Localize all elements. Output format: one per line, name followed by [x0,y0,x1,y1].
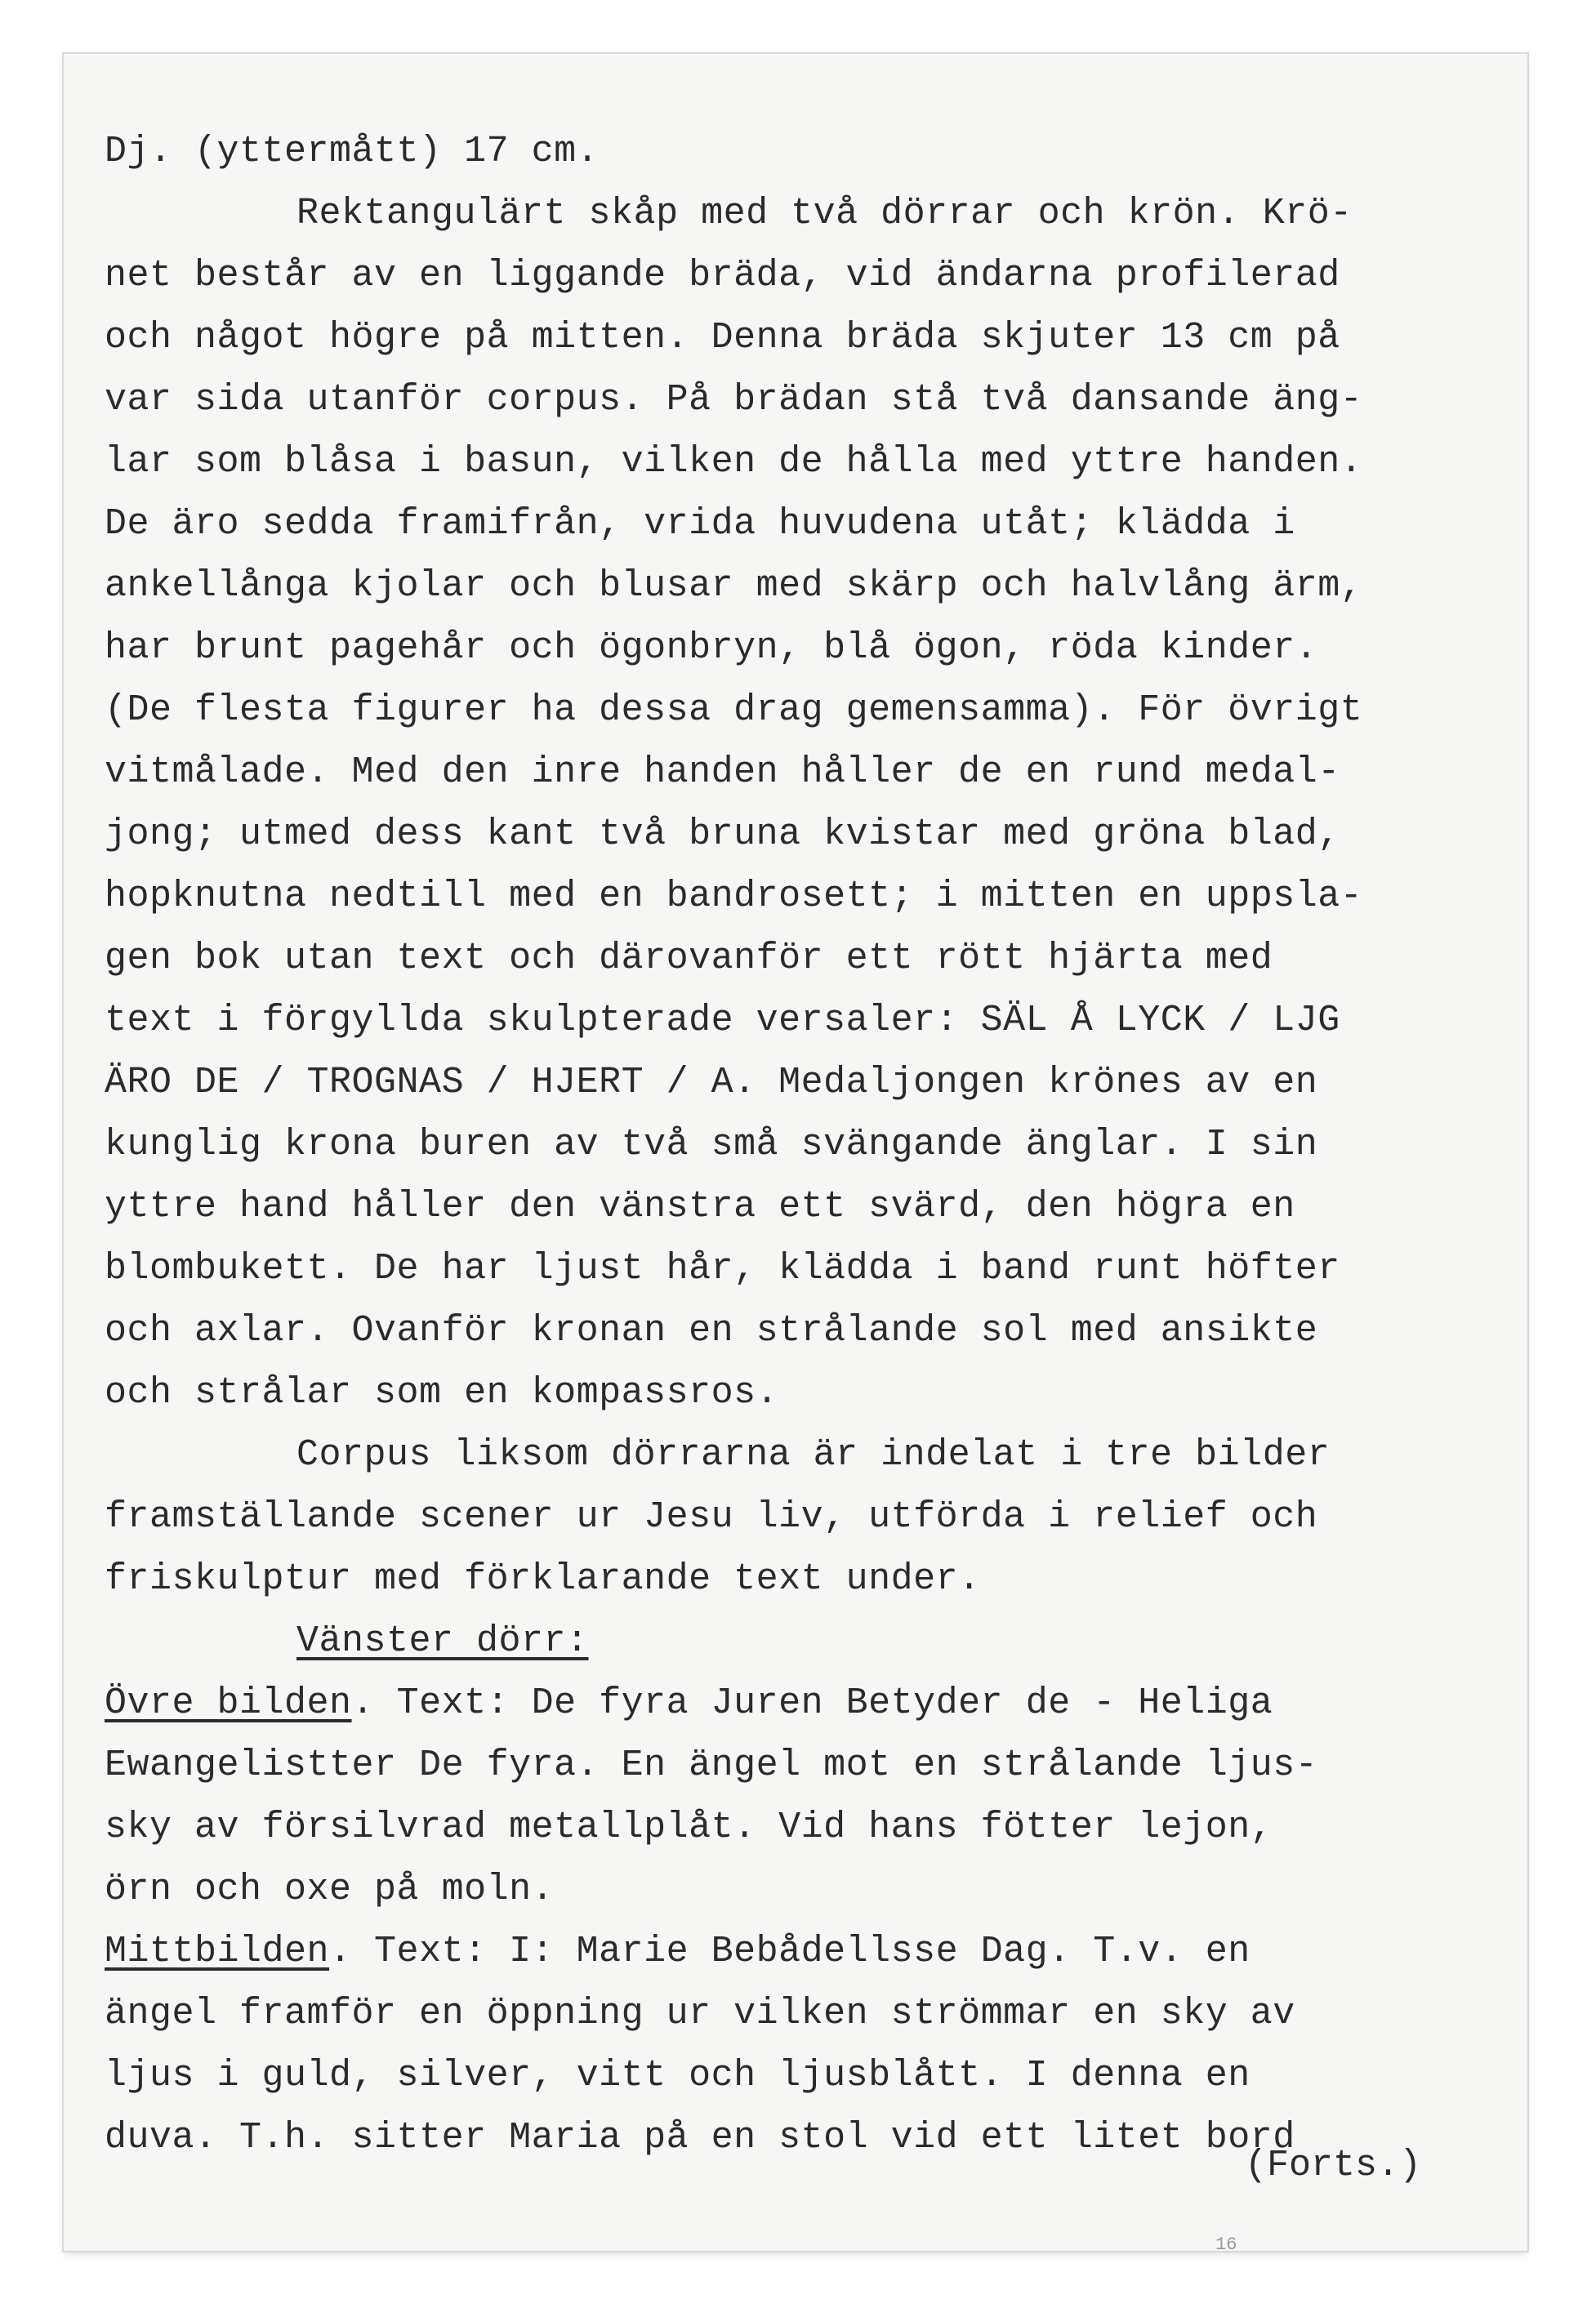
text-line: har brunt pagehår och ögonbryn, blå ögon, röda kinder. [105,627,1318,669]
text-line: ängel framför en öppning ur vilken strömmar en sky av [105,1993,1295,2034]
index-card [64,54,1527,2255]
text-line: Corpus liksom dörrarna är indelat i tre bilder [296,1434,1331,1476]
upper-picture-label: Övre bilden [105,1682,352,1724]
text-line: hopknutna nedtill med en bandrosett; i mitten en uppsla- [105,876,1363,917]
text-line: ÄRO DE / TROGNAS / HJERT / A. Medaljongen krönes av en [105,1062,1318,1103]
text-line: lar som blåsa i basun, vilken de hålla med yttre handen. [105,441,1363,483]
text-line: framställande scener ur Jesu liv, utförda i relief och [105,1496,1318,1538]
middle-picture-text: . Text: I: Marie Bebådellsse Dag. T.v. en [329,1931,1250,1972]
continued-note: (Forts.) [1244,2145,1421,2186]
text-line: net består av en liggande bräda, vid ändarna profilerad [105,255,1340,296]
text-line: och strålar som en kompassros. [105,1372,779,1414]
page-number: 16 [1215,2234,1237,2255]
text-line: kunglig krona buren av två små svängande änglar. I sin [105,1124,1318,1165]
text-line: ljus i guld, silver, vitt och ljusblått. I denna en [105,2055,1250,2096]
text-line: yttre hand håller den vänstra ett svärd, den högra en [105,1186,1295,1228]
text-line: örn och oxe på moln. [105,1869,555,1910]
text-line: var sida utanför corpus. På brädan stå två dansande äng- [105,379,1363,421]
text-line: (De flesta figurer ha dessa drag gemensamma). För övrigt [105,689,1363,731]
text-line: Dj. (yttermått) 17 cm. [105,131,600,172]
middle-picture-line [105,1921,1526,1983]
upper-picture-line [105,1673,1526,1735]
text-line: Ewangelistter De fyra. En ängel mot en strålande ljus- [105,1744,1318,1786]
typewritten-text [105,121,1526,2169]
text-line: sky av försilvrad metallplåt. Vid hans fötter lejon, [105,1807,1273,1848]
text-line: och något högre på mitten. Denna bräda skjuter 13 cm på [105,317,1340,359]
upper-picture-text: . Text: De fyra Juren Betyder de - Heliga [351,1682,1273,1724]
text-line: text i förgyllda skulpterade versaler: SÄL Å LYCK / LJG [105,1000,1340,1041]
left-door-heading: Vänster dörr: [296,1620,589,1662]
text-line: jong; utmed dess kant två bruna kvistar med gröna blad, [105,813,1340,855]
text-line: De äro sedda framifrån, vrida huvudena utåt; klädda i [105,503,1295,545]
section-heading-line [105,1611,1526,1673]
text-line: gen bok utan text och därovanför ett rött hjärta med [105,938,1273,979]
middle-picture-label: Mittbilden [105,1931,330,1972]
text-line: blombukett. De har ljust hår, klädda i band runt höfter [105,1248,1340,1290]
text-line: ankellånga kjolar och blusar med skärp och halvlång ärm, [105,565,1363,607]
text-line: vitmålade. Med den inre handen håller de en rund medal- [105,751,1340,793]
text-line: och axlar. Ovanför kronan en strålande sol med ansikte [105,1310,1318,1352]
text-line: duva. T.h. sitter Maria på en stol vid ett litet bord [105,2117,1295,2159]
text-line: Rektangulärt skåp med två dörrar och krön. Krö- [296,193,1353,234]
text-line: friskulptur med förklarande text under. [105,1558,981,1600]
